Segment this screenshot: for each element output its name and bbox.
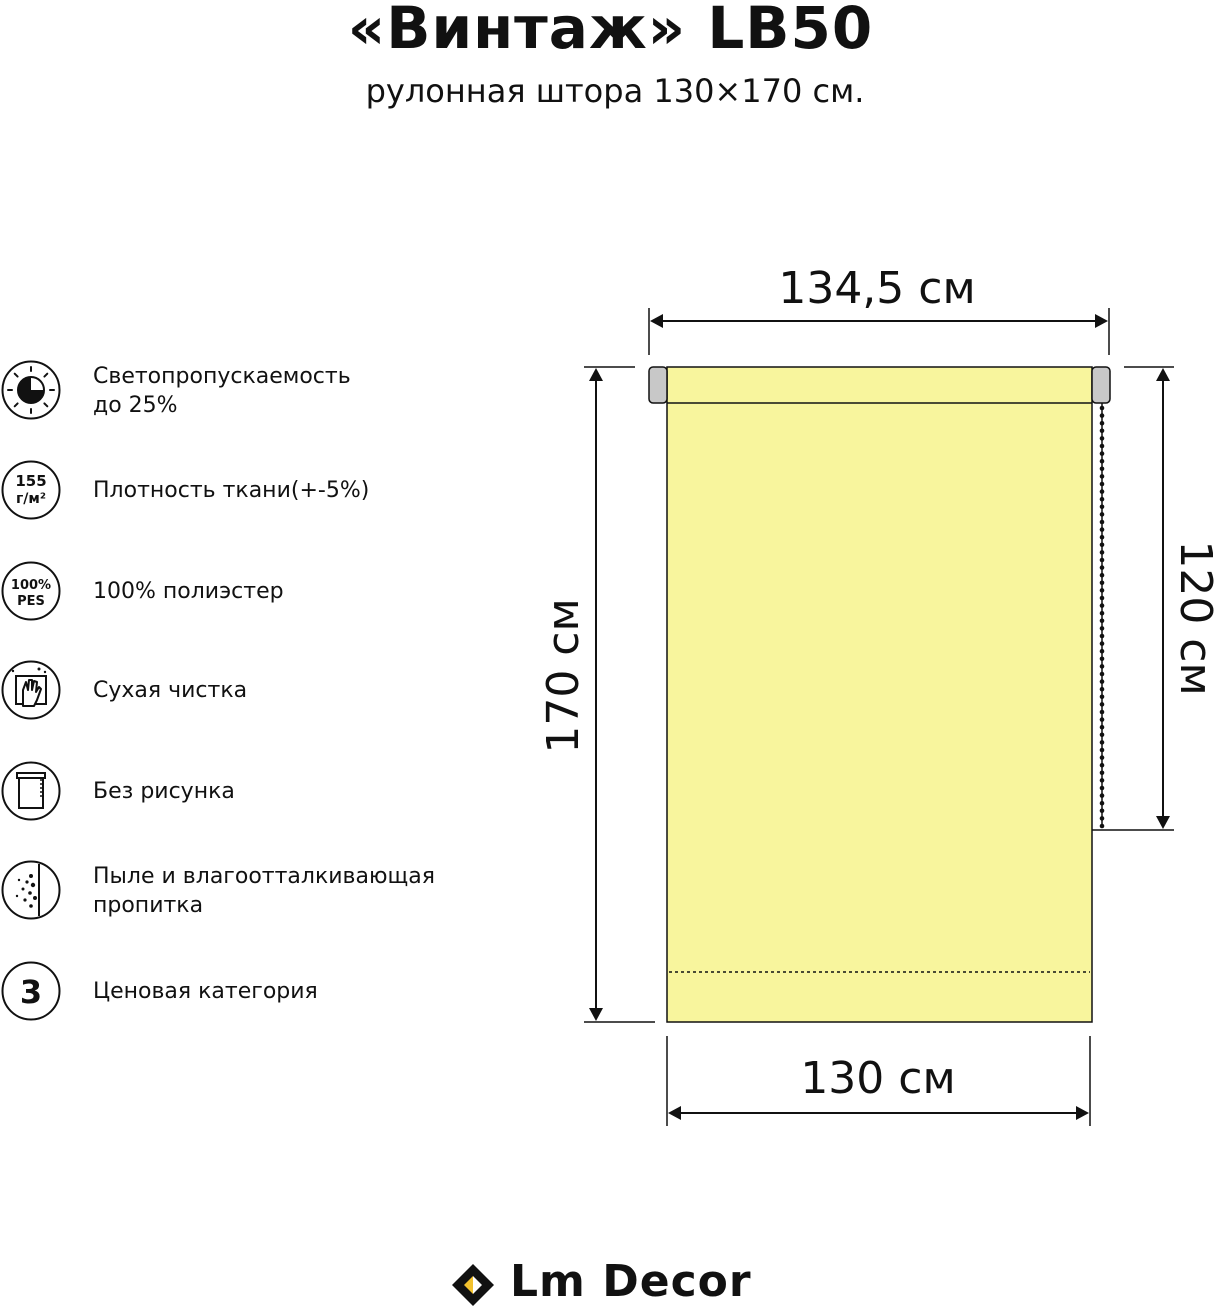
top-width-label: 134,5 см (778, 263, 976, 314)
icon-text-top: 100% (10, 578, 52, 593)
chain-length-dimension (1092, 367, 1174, 830)
height-dimension (584, 367, 655, 1022)
feature-label: 100% полиэстер (93, 579, 284, 604)
chain-bead (1100, 451, 1105, 456)
chain-bead (1100, 535, 1105, 540)
chain-bead (1100, 550, 1105, 555)
icon-text-top: 155 (15, 472, 47, 490)
chain-bead (1100, 482, 1105, 487)
icon-text-top: 3 (19, 973, 43, 1011)
feature-label: Пыле и влагоотталкивающая пропитка (93, 864, 435, 918)
chain-bead (1100, 657, 1105, 662)
chain-bead (1100, 717, 1105, 722)
chain-bead (1100, 755, 1105, 760)
chain-bead (1100, 702, 1105, 707)
chain-bead (1100, 778, 1105, 783)
chain-bead (1100, 573, 1105, 578)
feature-label: Сухая чистка (93, 678, 248, 703)
chain-bead (1100, 565, 1105, 570)
chain-bead (1100, 588, 1105, 593)
chain-bead (1100, 816, 1105, 821)
chain-bead (1100, 695, 1105, 700)
chain-bead (1100, 429, 1105, 434)
chain-bead (1100, 527, 1105, 532)
chain-bead (1100, 824, 1105, 829)
chain-bead (1100, 740, 1105, 745)
chain-bead (1100, 467, 1105, 472)
logo-diamond-icon (450, 1262, 496, 1308)
left-bracket (649, 367, 667, 403)
blind-fabric (667, 367, 1092, 1022)
product-subtitle: рулонная штора 130×170 см. (365, 72, 865, 110)
chain-bead (1100, 641, 1105, 646)
chain-bead (1100, 520, 1105, 525)
chain-bead (1100, 611, 1105, 616)
feature-label: Без рисунка (93, 779, 235, 804)
chain-bead (1100, 809, 1105, 814)
right-bracket (1092, 367, 1110, 403)
chain-bead (1100, 664, 1105, 669)
chain-bead (1100, 619, 1105, 624)
brand-name: Lm Decor (510, 1256, 752, 1307)
chain-bead (1100, 710, 1105, 715)
top-width-dimension (649, 308, 1109, 355)
chain-bead (1100, 459, 1105, 464)
chain-bead (1100, 489, 1105, 494)
chain-bead (1100, 406, 1105, 411)
chain-bead (1100, 771, 1105, 776)
chain-bead (1100, 497, 1105, 502)
chain-bead (1100, 763, 1105, 768)
chain-bead (1100, 634, 1105, 639)
chain-bead (1100, 725, 1105, 730)
chain-bead (1100, 596, 1105, 601)
chain-bead (1100, 413, 1105, 418)
chain-bead (1100, 421, 1105, 426)
chain-length-label: 120 см (1170, 540, 1221, 696)
chain-bead (1100, 679, 1105, 684)
chain-bead (1100, 603, 1105, 608)
feature-label: Плотность ткани(+-5%) (93, 478, 370, 503)
feature-label: Светопропускаемость до 25% (93, 364, 351, 418)
chain-bead (1100, 649, 1105, 654)
chain-bead (1100, 474, 1105, 479)
chain-bead (1100, 444, 1105, 449)
chain-bead (1100, 748, 1105, 753)
icon-text-bottom: г/м² (15, 491, 47, 507)
chain-bead (1100, 543, 1105, 548)
chain-bead (1100, 786, 1105, 791)
icon-text-bottom: PES (17, 594, 45, 609)
chain-bead (1100, 512, 1105, 517)
product-title: «Винтаж» LB50 (347, 0, 874, 62)
chain-bead (1100, 733, 1105, 738)
bottom-width-label: 130 см (800, 1053, 956, 1104)
chain-bead (1100, 793, 1105, 798)
chain-bead (1100, 436, 1105, 441)
chain-bead (1100, 672, 1105, 677)
chain-bead (1100, 581, 1105, 586)
chain-bead (1100, 687, 1105, 692)
feature-label: Ценовая категория (93, 979, 318, 1004)
chain-bead (1100, 801, 1105, 806)
chain-bead (1100, 626, 1105, 631)
control-chain (1100, 403, 1105, 828)
chain-bead (1100, 505, 1105, 510)
chain-bead (1100, 558, 1105, 563)
height-label: 170 см (538, 598, 589, 754)
